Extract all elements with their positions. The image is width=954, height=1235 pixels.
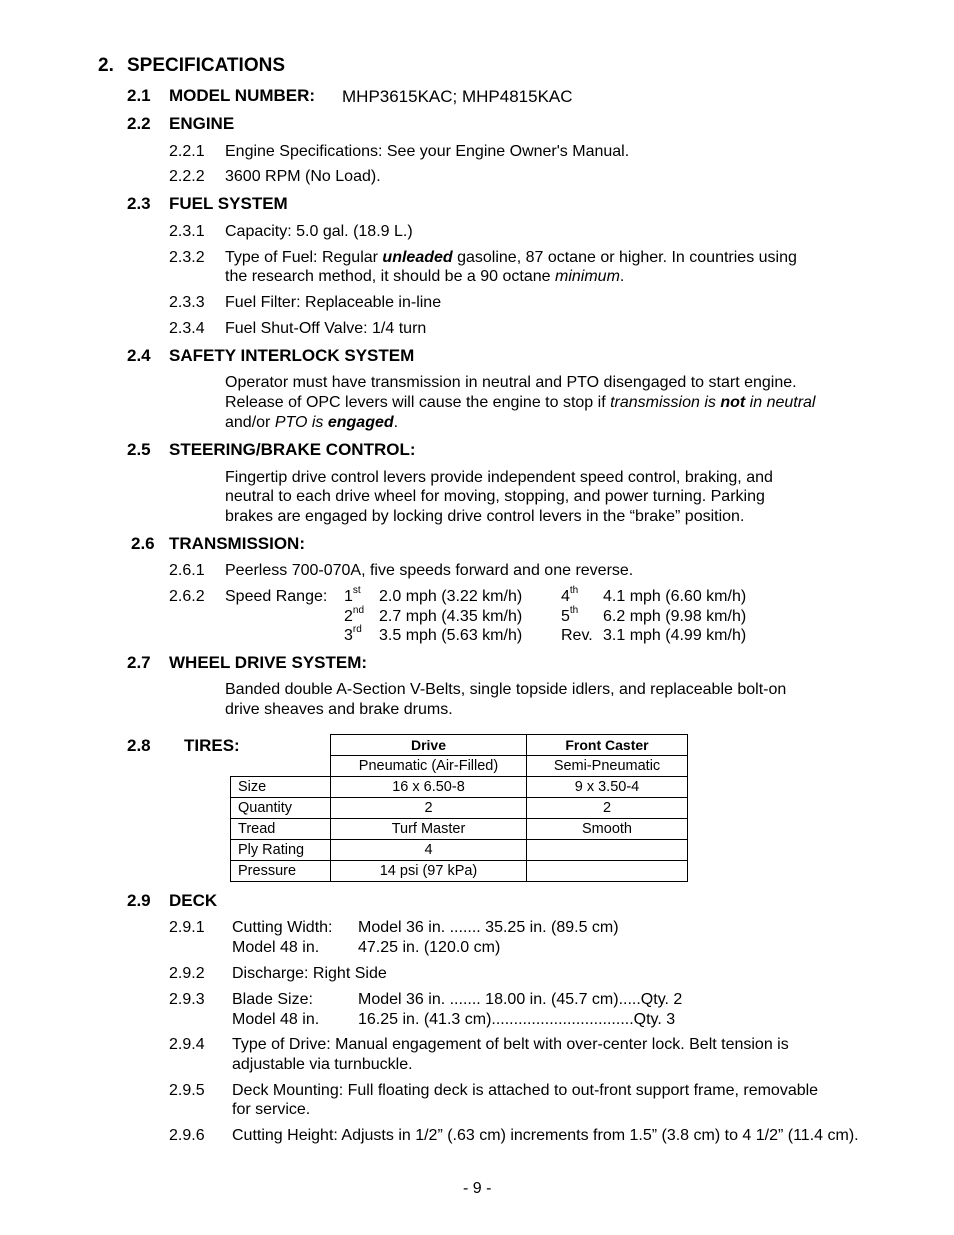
- s23-title: FUEL SYSTEM: [169, 194, 288, 213]
- table-row: [231, 819, 688, 840]
- s23-fuel-type-line1: Type of Fuel: Regular unleaded gasoline, 87 octane or higher. In countries using: [225, 249, 797, 266]
- s21-value: MHP3615KAC; MHP4815KAC: [342, 87, 573, 106]
- speed-value: 6.2 mph (9.98 km/h): [603, 608, 747, 625]
- s23-item-text: Fuel Shut-Off Valve: 1/4 turn: [225, 320, 427, 337]
- table-row: [231, 861, 688, 882]
- speed-gear: 4th: [561, 584, 579, 605]
- s26-item-num: 2.6.1: [169, 562, 205, 579]
- s25-line: Fingertip drive control levers provide independent speed control, braking, and: [225, 469, 773, 486]
- blade-size-48-label: Model 48 in.: [232, 1011, 320, 1028]
- blade-size-label: Blade Size:: [232, 991, 313, 1008]
- table-subheader: Pneumatic (Air-Filled): [331, 756, 527, 777]
- speed-value: 2.0 mph (3.22 km/h): [379, 588, 523, 605]
- table-row: [231, 840, 688, 861]
- s24-title: SAFETY INTERLOCK SYSTEM: [169, 346, 415, 365]
- tires-table: [230, 734, 688, 882]
- speed-value: 4.1 mph (6.60 km/h): [603, 588, 747, 605]
- speed-gear: 5th: [561, 604, 579, 625]
- s29-item-line: adjustable via turnbuckle.: [232, 1056, 413, 1073]
- s23-item-text: Capacity: 5.0 gal. (18.9 L.): [225, 223, 413, 240]
- table-cell: [527, 840, 688, 861]
- s29-item-text: Cutting Height: Adjusts in 1/2” (.63 cm) increments from 1.5” (3.8 cm) to 4 1/2” (11.4 cm).: [232, 1127, 859, 1144]
- s29-item-line: for service.: [232, 1101, 311, 1118]
- s28-number: 2.8: [127, 736, 151, 755]
- blade-size-48-value: 16.25 in. (41.3 cm)................................Qty. 3: [358, 1011, 676, 1028]
- speed-gear: 3rd: [344, 623, 362, 644]
- table-subheader-row: [231, 756, 688, 777]
- s21-title: MODEL NUMBER:: [169, 86, 316, 105]
- s22-item-num: 2.2.2: [169, 168, 205, 185]
- speed-gear: 1st: [344, 584, 361, 605]
- table-corner: [231, 735, 331, 756]
- s26-item-num: 2.6.2: [169, 588, 205, 605]
- speed-value: 3.1 mph (4.99 km/h): [603, 627, 747, 644]
- table-cell: 4: [331, 840, 527, 861]
- table-cell: 16 x 6.50-8: [331, 777, 527, 798]
- s27-line: drive sheaves and brake drums.: [225, 701, 453, 718]
- table-cell: 14 psi (97 kPa): [331, 861, 527, 882]
- s29-title: DECK: [169, 891, 218, 910]
- s27-number: 2.7: [127, 653, 151, 672]
- speed-value: 3.5 mph (5.63 km/h): [379, 627, 523, 644]
- s26-title: TRANSMISSION:: [169, 534, 305, 553]
- s22-item-text: Engine Specifications: See your Engine Owner's Manual.: [225, 143, 630, 160]
- s29-item-num: 2.9.3: [169, 991, 205, 1008]
- table-cell: Pressure: [231, 861, 331, 882]
- s21-number: 2.1: [127, 86, 151, 105]
- s23-fuel-type-line2: the research method, it should be a 90 octane minimum.: [225, 268, 625, 285]
- s23-item-num: 2.3.2: [169, 249, 205, 266]
- s24-line1: Operator must have transmission in neutral and PTO disengaged to start engine.: [225, 374, 797, 391]
- table-cell: [527, 861, 688, 882]
- blade-size-36: Model 36 in. ....... 18.00 in. (45.7 cm).....Qty. 2: [358, 991, 683, 1008]
- s29-item-line: Type of Drive: Manual engagement of belt with over-center lock. Belt tension is: [232, 1036, 789, 1053]
- section-number: 2.: [98, 55, 114, 76]
- table-cell: Smooth: [527, 819, 688, 840]
- table-header-row: [231, 735, 688, 756]
- speed-gear: 2nd: [344, 604, 365, 625]
- s23-number: 2.3: [127, 194, 151, 213]
- s22-item-text: 3600 RPM (No Load).: [225, 168, 381, 185]
- s29-item-text: Discharge: Right Side: [232, 965, 387, 982]
- table-cell: Size: [231, 777, 331, 798]
- speed-gear: Rev.: [561, 627, 593, 644]
- s29-item-num: 2.9.1: [169, 919, 205, 936]
- s25-title: STEERING/BRAKE CONTROL:: [169, 440, 416, 459]
- s25-line: neutral to each drive wheel for moving, stopping, and power turning. Parking: [225, 488, 765, 505]
- cutting-width-36: Model 36 in. ....... 35.25 in. (89.5 cm): [358, 919, 619, 936]
- s29-item-num: 2.9.4: [169, 1036, 205, 1053]
- table-cell: 2: [527, 798, 688, 819]
- s27-line: Banded double A-Section V-Belts, single topside idlers, and replaceable bolt-on: [225, 681, 787, 698]
- s24-line2: Release of OPC levers will cause the engine to stop if transmission is not in neutral: [225, 394, 816, 411]
- s29-item-num: 2.9.2: [169, 965, 205, 982]
- s23-item-text: Fuel Filter: Replaceable in-line: [225, 294, 442, 311]
- s23-item-num: 2.3.1: [169, 223, 205, 240]
- s22-number: 2.2: [127, 114, 151, 133]
- s23-item-num: 2.3.3: [169, 294, 205, 311]
- s26-number: 2.6: [131, 534, 155, 553]
- cutting-width-48-value: 47.25 in. (120.0 cm): [358, 939, 501, 956]
- section-title: SPECIFICATIONS: [127, 55, 285, 76]
- table-row: [231, 777, 688, 798]
- table-cell: Ply Rating: [231, 840, 331, 861]
- cutting-width-label: Cutting Width:: [232, 919, 333, 936]
- table-subheader: Semi-Pneumatic: [527, 756, 688, 777]
- table-cell: 9 x 3.50-4: [527, 777, 688, 798]
- speed-value: 2.7 mph (4.35 km/h): [379, 608, 523, 625]
- table-header: Front Caster: [527, 735, 688, 756]
- cutting-width-48-label: Model 48 in.: [232, 939, 320, 956]
- table-row: [231, 798, 688, 819]
- table-cell: 2: [331, 798, 527, 819]
- s28-title: TIRES:: [184, 736, 240, 755]
- s24-line3: and/or PTO is engaged.: [225, 414, 399, 431]
- s29-item-num: 2.9.6: [169, 1127, 205, 1144]
- page-number: - 9 -: [463, 1180, 492, 1197]
- s23-item-num: 2.3.4: [169, 320, 205, 337]
- table-header: Drive: [331, 735, 527, 756]
- s24-number: 2.4: [127, 346, 151, 365]
- s22-item-num: 2.2.1: [169, 143, 205, 160]
- s26-item-text: Peerless 700-070A, five speeds forward and one reverse.: [225, 562, 634, 579]
- s25-line: brakes are engaged by locking drive control levers in the “brake” position.: [225, 508, 745, 525]
- table-cell: Turf Master: [331, 819, 527, 840]
- s29-item-line: Deck Mounting: Full floating deck is attached to out-front support frame, removable: [232, 1082, 819, 1099]
- table-corner: [231, 756, 331, 777]
- speed-range-label: Speed Range:: [225, 588, 328, 605]
- s22-title: ENGINE: [169, 114, 235, 133]
- table-cell: Quantity: [231, 798, 331, 819]
- table-cell: Tread: [231, 819, 331, 840]
- s29-item-num: 2.9.5: [169, 1082, 205, 1099]
- s25-number: 2.5: [127, 440, 151, 459]
- s29-number: 2.9: [127, 891, 151, 910]
- s27-title: WHEEL DRIVE SYSTEM:: [169, 653, 368, 672]
